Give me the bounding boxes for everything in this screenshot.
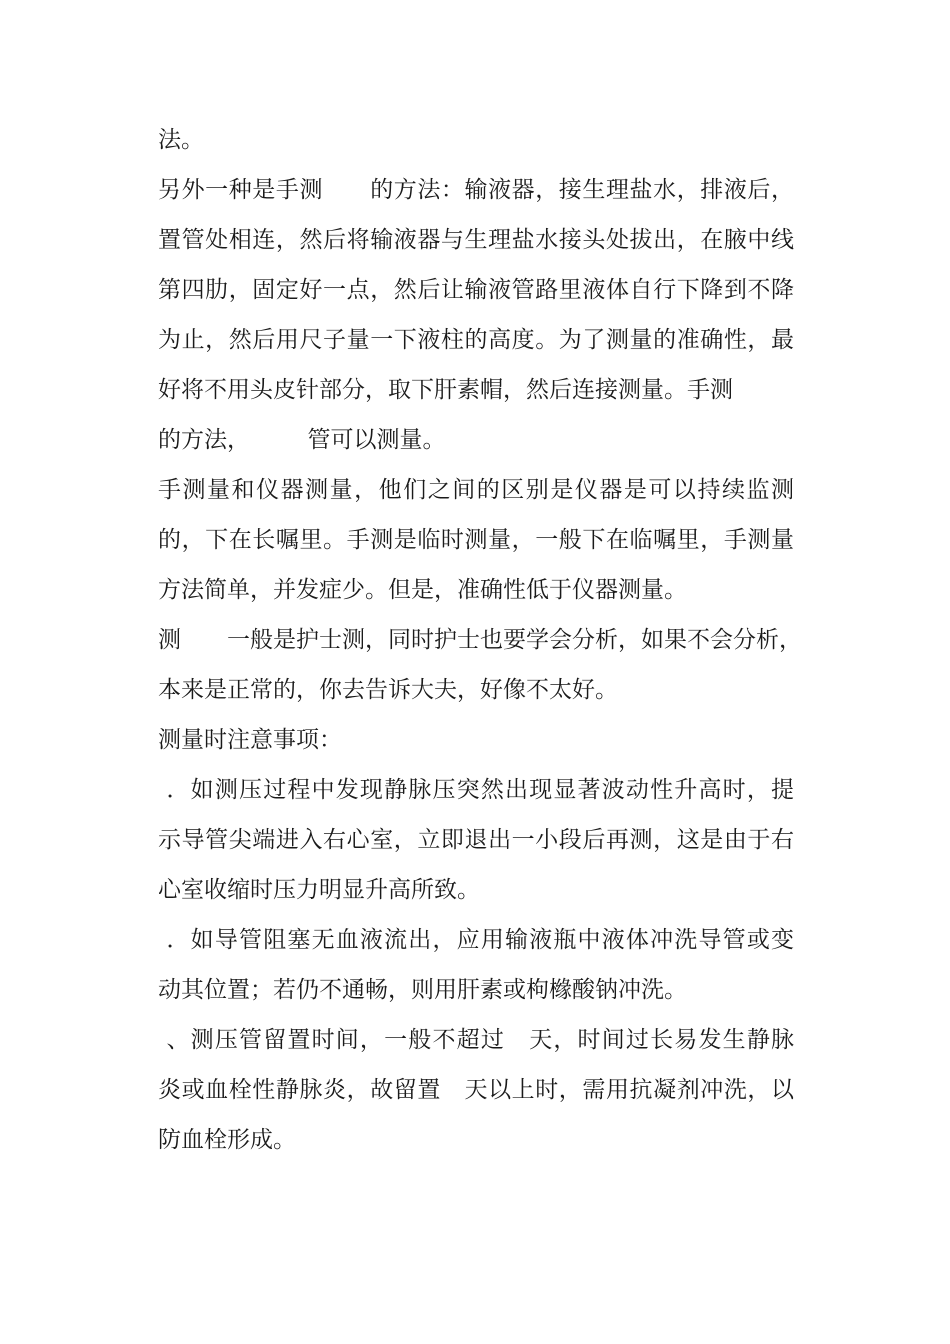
- text-line-9: 的，下在长嘱里。手测是临时测量，一般下在临嘱里，手测量: [158, 527, 794, 553]
- text-line-20: 炎或血栓性静脉炎，故留置 天以上时，需用抗凝剂冲洗，以: [158, 1077, 794, 1103]
- text-line-1: 法。: [158, 127, 204, 153]
- text-line-18: 动其位置；若仍不通畅，则用肝素或枸橼酸钠冲洗。: [158, 977, 687, 1003]
- text-line-13: 测量时注意事项：: [158, 727, 342, 753]
- text-line-8: 手测量和仪器测量，他们之间的区别是仪器是可以持续监测: [158, 477, 794, 503]
- text-line-11: 测 一般是护士测，同时护士也要学会分析，如果不会分析，: [158, 627, 802, 653]
- text-line-15: 示导管尖端进入右心室，立即退出一小段后再测，这是由于右: [158, 827, 794, 853]
- text-line-12: 本来是正常的，你去告诉大夫，好像不太好。: [158, 677, 618, 703]
- text-line-6: 好将不用头皮针部分，取下肝素帽，然后连接测量。手测: [158, 377, 733, 403]
- text-line-10: 方法简单，并发症少。但是，准确性低于仪器测量。: [158, 577, 687, 603]
- text-line-5: 为止，然后用尺子量一下液柱的高度。为了测量的准确性，最: [158, 327, 794, 353]
- text-line-19: 、测压管留置时间，一般不超过 天，时间过长易发生静脉: [158, 1027, 794, 1053]
- text-line-7: 的方法， 管可以测量。: [158, 427, 446, 453]
- text-line-4: 第四肋，固定好一点，然后让输液管路里液体自行下降到不降: [158, 277, 794, 303]
- text-line-16: 心室收缩时压力明显升高所致。: [158, 877, 480, 903]
- text-line-2: 另外一种是手测 的方法：输液器，接生理盐水，排液后，: [158, 177, 794, 203]
- text-line-17: ．如导管阻塞无血液流出，应用输液瓶中液体冲洗导管或变: [158, 927, 794, 953]
- text-line-3: 置管处相连，然后将输液器与生理盐水接头处拔出，在腋中线: [158, 227, 794, 253]
- text-line-21: 防血栓形成。: [158, 1127, 296, 1153]
- text-line-14: ．如测压过程中发现静脉压突然出现显著波动性升高时，提: [158, 777, 794, 803]
